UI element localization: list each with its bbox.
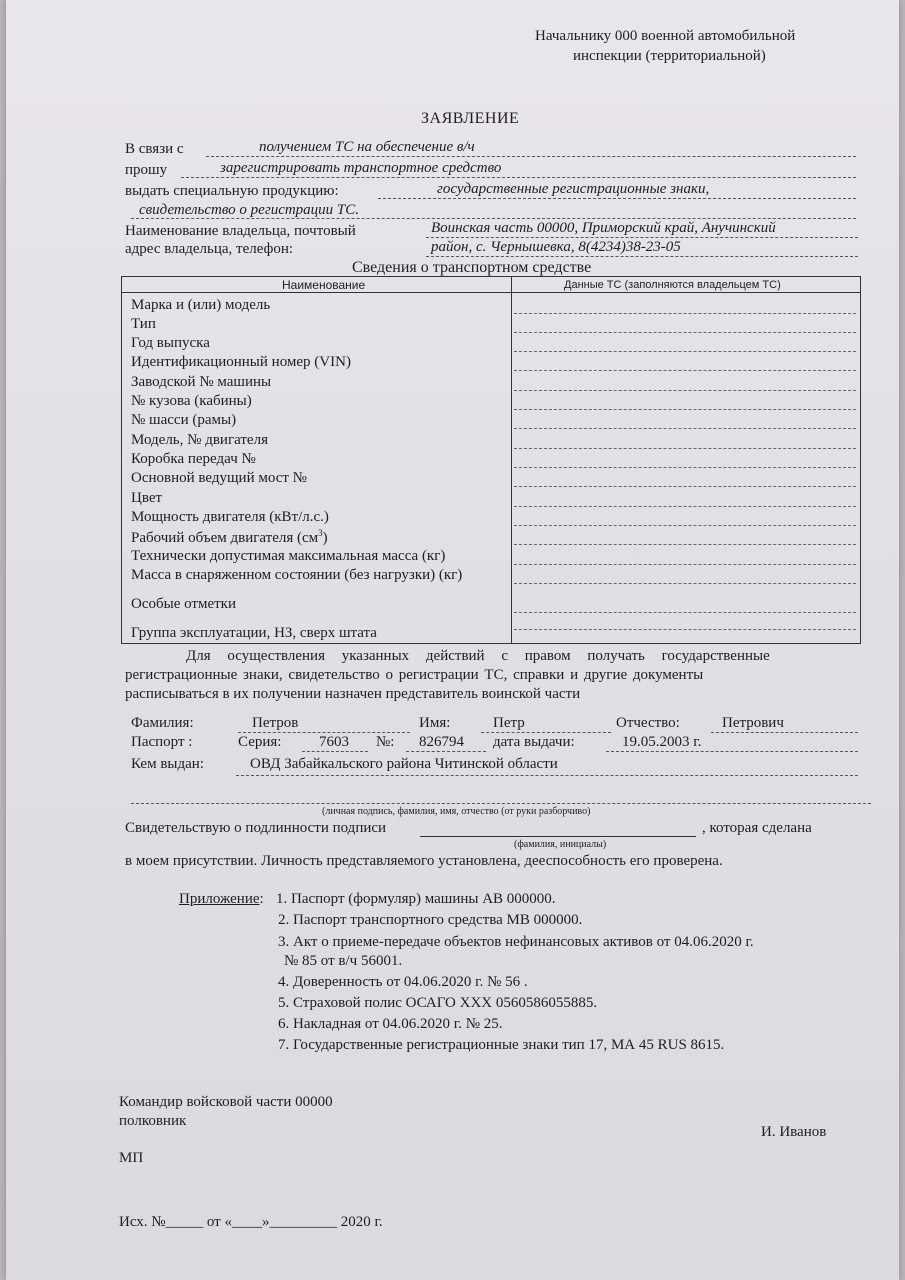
row-label: Идентификационный номер (VIN) (131, 354, 351, 370)
col-name-header: Наименование (282, 278, 366, 292)
data-field (514, 612, 856, 613)
surname-value: Петров (252, 715, 299, 731)
attachment-item: 3. Акт о приеме-передаче объектов нефинансовых активов от 04.06.2020 г. (278, 934, 754, 950)
attachment-item: 1. Паспорт (формуляр) машины АВ 000000. (276, 891, 556, 907)
vehicle-section-title: Сведения о транспортном средстве (352, 259, 592, 276)
data-field (514, 370, 856, 371)
label-owner-1: Наименование владельца, почтовый (125, 223, 356, 239)
value-ask: зарегистрировать транспортное средство (220, 160, 502, 176)
cert-line-2: в моем присутствии. Личность представляемого установлена, дееспособность его проверена. (125, 853, 723, 869)
row-label: Группа эксплуатации, НЗ, сверх штата (131, 625, 377, 641)
value-owner-2: район, с. Чернышевка, 8(4234)38-23-05 (431, 239, 681, 255)
attachment-item: 6. Накладная от 04.06.2020 г. № 25. (278, 1016, 503, 1032)
para-line-3: расписываться в их получении назначен представитель воинской части (125, 686, 581, 702)
cert-caption: (фамилия, инициалы) (514, 839, 607, 850)
surname-label: Фамилия: (131, 715, 194, 731)
value-issue-1: государственные регистрационные знаки, (437, 181, 710, 197)
number-label: №: (376, 734, 395, 750)
row-label: Модель, № двигателя (131, 432, 268, 448)
dotted-line (181, 177, 856, 178)
data-field (514, 544, 856, 545)
row-label: Заводской № машины (131, 374, 272, 390)
outgoing-number: Исх. №_____ от «____»_________ 2020 г. (119, 1214, 383, 1230)
data-field (514, 332, 856, 333)
data-field (514, 390, 856, 391)
dotted-line (378, 198, 856, 199)
dotted-line (426, 256, 858, 257)
value-owner-1: Воинская часть 00000, Приморский край, Анучинский (431, 220, 776, 236)
cert-underline (420, 836, 696, 837)
issue-date-label: дата выдачи: (493, 734, 575, 750)
label-in-connection: В связи с (125, 141, 184, 157)
dotted-line (406, 751, 486, 752)
name-value: Петр (493, 715, 525, 731)
row-label: Цвет (131, 490, 163, 506)
data-field (514, 486, 856, 487)
attachment-item: 2. Паспорт транспортного средства МВ 000000. (278, 912, 583, 928)
signature-line (131, 803, 871, 804)
row-label: № кузова (кабины) (131, 393, 252, 409)
row-label: Особые отметки (131, 596, 236, 612)
dotted-line (238, 732, 410, 733)
series-label: Серия: (238, 734, 282, 750)
row-label: Тип (131, 316, 156, 332)
number-value: 826794 (419, 734, 464, 750)
issued-by-label: Кем выдан: (131, 756, 204, 772)
issue-date-value: 19.05.2003 г. (622, 734, 702, 750)
row-label: Марка и (или) модель (131, 297, 271, 313)
commander-line-1: Командир войсковой части 00000 (119, 1094, 333, 1110)
attachment-item: 4. Доверенность от 04.06.2020 г. № 56 . (278, 974, 528, 990)
dotted-line (481, 732, 611, 733)
value-issue-2: свидетельство о регистрации ТС. (139, 202, 360, 218)
para-line-1: Для осуществления указанных действий с правом получать государственные (186, 648, 770, 664)
row-label: Масса в снаряженном состоянии (без нагрузки) (кг) (131, 567, 463, 583)
passport-label: Паспорт : (131, 734, 193, 750)
dotted-line (711, 732, 858, 733)
value-in-connection: получением ТС на обеспечение в/ч (259, 139, 475, 155)
dotted-line (426, 237, 858, 238)
vehicle-table (121, 276, 861, 644)
dotted-line (302, 751, 368, 752)
patronymic-label: Отчество: (616, 715, 680, 731)
data-field (514, 448, 856, 449)
cert-line-1a: Свидетельствую о подлинности подписи (125, 820, 387, 836)
data-field (514, 525, 856, 526)
dotted-line (606, 751, 858, 752)
data-field (514, 629, 856, 630)
data-field (514, 428, 856, 429)
row-label: Технически допустимая максимальная масса (кг) (131, 548, 446, 564)
row-label: Рабочий объем двигателя $(см^3)$ (131, 528, 328, 546)
attachment-item: 7. Государственные регистрационные знаки тип 17, МА 45 RUS 8615. (278, 1037, 725, 1053)
document-title: ЗАЯВЛЕНИЕ (421, 110, 520, 127)
row-label: Год выпуска (131, 335, 210, 351)
patronymic-value: Петрович (722, 715, 784, 731)
issued-by-value: ОВД Забайкальского района Читинской области (250, 756, 558, 772)
signer-name: И. Иванов (761, 1124, 827, 1140)
data-field (514, 506, 856, 507)
data-field (514, 409, 856, 410)
signature-caption: (личная подпись, фамилия, имя, отчество (от руки разборчиво) (322, 806, 591, 817)
row-label: № шасси (рамы) (131, 412, 237, 428)
data-field (514, 351, 856, 352)
addressee-line-1: Начальнику 000 военной автомобильной (535, 28, 796, 44)
cert-line-1b: , которая сделана (702, 820, 812, 836)
row-label: Коробка передач № (131, 451, 256, 467)
attachment-item: № 85 от в/ч 56001. (284, 953, 403, 969)
stamp-mark: МП (119, 1150, 144, 1166)
data-field (514, 313, 856, 314)
col-data-header: Данные ТС (заполняются владельцем ТС) (564, 279, 781, 291)
document-page (6, 0, 899, 1280)
label-issue: выдать специальную продукцию: (125, 183, 339, 199)
dotted-line (236, 775, 858, 776)
row-label: Мощность двигателя (кВт/л.с.) (131, 509, 329, 525)
row-label: Основной ведущий мост № (131, 470, 307, 486)
data-field (514, 564, 856, 565)
dotted-line (206, 156, 856, 157)
series-value: 7603 (319, 734, 349, 750)
dotted-line (131, 218, 856, 219)
commander-line-2: полковник (119, 1113, 187, 1129)
data-field (514, 583, 856, 584)
attachment-item: 5. Страховой полис ОСАГО XXX 0560586055885. (278, 995, 598, 1011)
label-owner-2: адрес владельца, телефон: (125, 241, 294, 257)
label-ask: прошу (125, 162, 168, 178)
data-field (514, 467, 856, 468)
name-label: Имя: (419, 715, 451, 731)
para-line-2: регистрационные знаки, свидетельство о регистрации ТС, справки и другие документы (125, 667, 704, 683)
attachments-label: Приложение: (179, 891, 264, 907)
addressee-line-2: инспекции (территориальной) (573, 48, 766, 64)
